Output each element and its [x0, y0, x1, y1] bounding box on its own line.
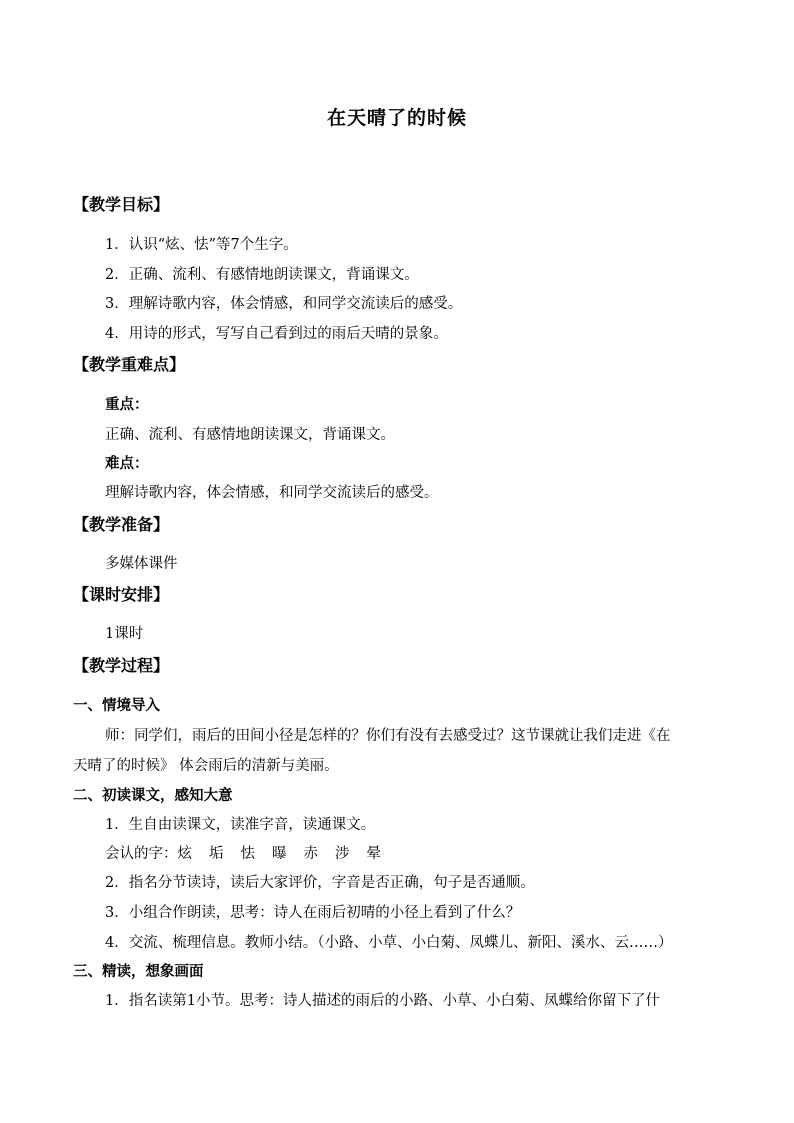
char: 赤 — [303, 846, 318, 862]
focus-label: 重点： — [105, 397, 149, 413]
objective-item: 3．理解诗歌内容，体会情感，和同学交流读后的感受。 — [105, 296, 463, 312]
part2-item1: 1．生自由读课文，读准字音，读通课文。 — [105, 817, 376, 833]
part2-item4: 4．交流、梳理信息。教师小结。（小路、小草、小白菊、凤蝶儿、新阳、溪水、云……） — [105, 935, 673, 951]
document-title: 在天晴了的时候 — [326, 107, 467, 129]
chars-label: 会认的字： — [105, 846, 178, 862]
char: 晕 — [366, 846, 381, 862]
objective-item: 4．用诗的形式，写写自己看到过的雨后天晴的景象。 — [105, 326, 448, 342]
schedule-text: 1课时 — [105, 626, 144, 642]
preparation-text: 多媒体课件 — [105, 556, 178, 572]
part3-item1: 1．指名读第1小节。思考：诗人描述的雨后的小路、小草、小白菊、凤蝶给你留下了什 — [105, 993, 660, 1009]
schedule-heading: 【课时安排】 — [73, 585, 170, 604]
part1-heading: 一、情境导入 — [73, 698, 160, 714]
part2-item3: 3．小组合作朗读，思考：诗人在雨后初晴的小径上看到了什么？ — [105, 905, 521, 921]
objective-item: 1．认识“炫、怯”等7个生字。 — [105, 237, 298, 253]
preparation-heading: 【教学准备】 — [73, 515, 170, 534]
part1-line1: 师：同学们，雨后的田间小径是怎样的？你们有没有去感受过？这节课就让我们走进《在 — [105, 728, 671, 744]
part1-line2: 天晴了的时候》 体会雨后的清新与美丽。 — [73, 758, 339, 774]
char: 曝 — [272, 846, 287, 862]
focus-text: 正确、流利、有感情地朗读课文，背诵课文。 — [105, 427, 395, 443]
process-heading: 【教学过程】 — [73, 656, 170, 675]
char: 垢 — [209, 846, 224, 862]
objectives-heading: 【教学目标】 — [73, 195, 170, 214]
char: 炫 — [177, 846, 192, 862]
part2-item2: 2．指名分节读诗，读后大家评价，字音是否正确，句子是否通顺。 — [105, 875, 535, 891]
key-points-heading: 【教学重难点】 — [73, 355, 186, 374]
chars-row — [105, 842, 398, 863]
char: 怯 — [240, 846, 255, 862]
objective-item: 2．正确、流利、有感情地朗读课文，背诵课文。 — [105, 267, 419, 283]
char: 涉 — [335, 846, 350, 862]
part2-heading: 二、初读课文，感知大意 — [73, 788, 233, 804]
difficulty-text: 理解诗歌内容，体会情感，和同学交流读后的感受。 — [105, 485, 439, 501]
part3-heading: 三、精读，想象画面 — [73, 964, 204, 980]
difficulty-label: 难点： — [105, 456, 149, 472]
